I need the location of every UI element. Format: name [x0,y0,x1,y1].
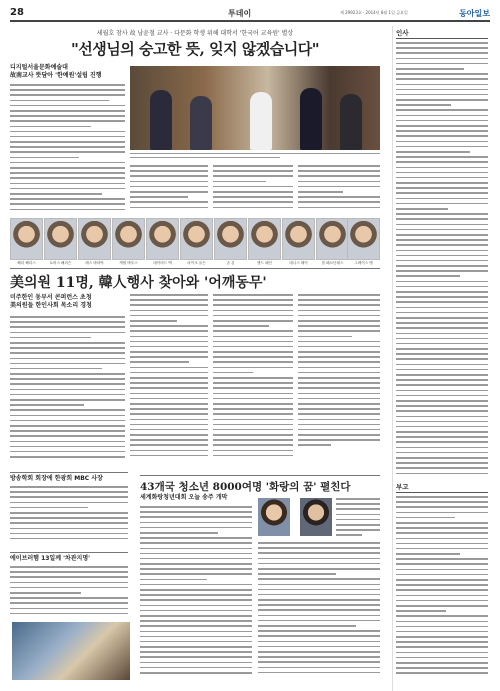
portrait [347,218,380,268]
sidebar-title-personnel: 인사 [396,28,488,39]
top-story-body-col-1 [10,84,125,214]
lawmaker-portrait-row [10,218,380,268]
portrait [282,218,315,268]
portrait-name: 데이비드 맥 [153,261,172,265]
page-header [10,8,490,22]
second-story-body-col-1 [10,316,125,464]
event-photo [12,622,130,680]
third-story-headline: 43개국 청소년 8000여명 '화랑의 꿈' 펼친다 [140,475,380,494]
ceremony-photo [130,66,380,150]
top-story-headline: "선생님의 숭고한 뜻, 잊지 않겠습니다" [70,40,320,58]
newspaper-logo: 동아일보 [459,8,490,18]
second-story-body-col-4 [298,294,380,464]
portrait [214,218,247,268]
second-story-subhead-2: 美의원들 한인사회 목소리 경청 [10,302,92,309]
portrait-name: 앤드 페인 [256,261,273,265]
photo-caption-lines [130,153,380,161]
portrait-name: 토머스 해리슨 [49,261,72,265]
top-story-subhead-2: 故南교사 뜻담아 '한예원'설립 진행 [10,72,102,79]
second-story-subhead-1: 미주한인 동부서 콘퍼런스 초청 [10,294,92,301]
top-story-body-col-3 [213,165,293,215]
left-item-body-2 [10,566,128,618]
portrait-name: 존 김 [226,261,235,265]
top-story-kicker: 세월호 참사 故 남윤철 교사 · 다문화 학생 위해 대학서 '한국어 교육원' 별상 [96,30,294,37]
page-number: 28 [10,7,24,18]
portrait [112,218,145,268]
left-item-kicker-1: 방송학회 회장에 한광희 MBC 사장 [10,472,128,483]
third-story-body-col-1 [140,506,252,684]
portrait [180,218,213,268]
portrait [316,218,349,268]
left-item-kicker-2: 에이브러햄 13일께 '차관지명' [10,552,128,563]
portrait-name: 마이크 올슨 [187,261,206,265]
third-story-body-col-3 [336,498,380,540]
person-photo [258,498,290,536]
portrait-name: 레스 바라야 [85,261,104,265]
second-story-body-col-3 [213,294,293,464]
obituary-list [396,496,488,686]
issue-info: 제 29923호 · 2014년 8월 1일 금요일 [340,10,408,15]
portrait [44,218,77,268]
sidebar-title-obituary: 부고 [396,482,488,493]
left-item-body-1 [10,486,128,546]
portrait-name: 빌 페르난데스 [321,261,344,265]
third-story-kicker: 세계화랑청년대회 오늘 송주 개막 [140,494,228,501]
personnel-sidebar [392,26,490,691]
portrait-name: 데니스 헤이 [289,261,308,265]
personnel-list [396,42,488,478]
top-story-body-col-2 [130,165,208,215]
person-photo [300,498,332,536]
second-story-body-col-2 [130,294,208,464]
portrait [248,218,281,268]
top-story-body-col-4 [298,165,380,215]
second-story-headline: 美의원 11명, 韓人행사 찾아와 '어깨동무' [10,268,380,292]
portrait-name: 캐럴 바우스 [119,261,138,265]
section-title: 투데이 [228,9,252,18]
portrait [10,218,43,268]
portrait-name: 해리 해리스 [17,261,36,265]
portrait [78,218,111,268]
portrait-name: 그레이스 맹 [354,261,373,265]
portrait [146,218,179,268]
top-story-subhead-1: 디지털서울문화예술대 [10,64,68,71]
third-story-body-col-2 [258,542,380,684]
